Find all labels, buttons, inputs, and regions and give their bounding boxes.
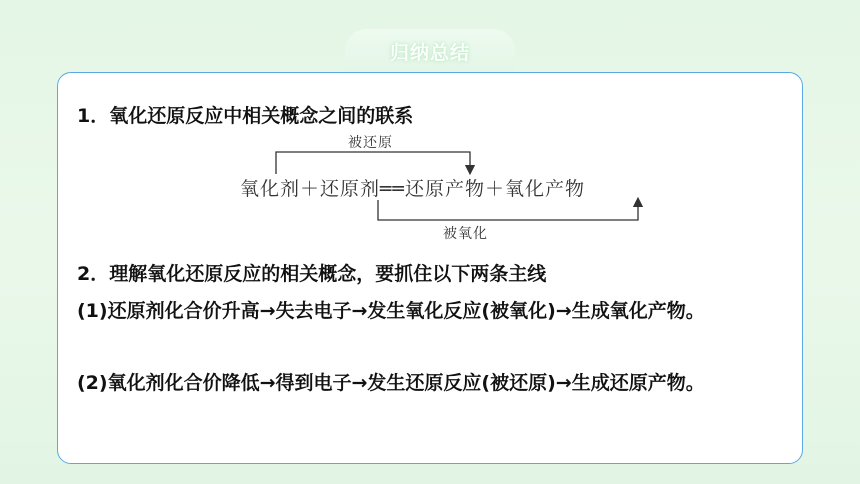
main-line-1: (1)还原剂化合价升高→失去电子→发生氧化反应(被氧化)→生成氧化产物。 — [77, 300, 705, 322]
section-2-heading: 2．理解氧化还原反应的相关概念，要抓住以下两条主线 — [77, 263, 547, 285]
oxidation-product-term: 氧化产物 — [504, 178, 585, 200]
redox-relation-diagram — [228, 128, 648, 248]
equals-sign: ══ — [380, 178, 405, 200]
reductant-term: 还原剂 — [320, 178, 381, 200]
plus-sign: ＋ — [484, 178, 505, 200]
section-1-heading: 1．氧化还原反应中相关概念之间的联系 — [77, 105, 414, 127]
plus-sign: ＋ — [300, 178, 321, 200]
summary-title-tab — [345, 29, 515, 73]
oxidant-term: 氧化剂 — [240, 178, 301, 200]
redox-equation — [240, 174, 585, 201]
oxidized-label: 被氧化 — [443, 226, 488, 242]
summary-title: 归纳总结 — [389, 41, 470, 64]
oxidized-arrow — [378, 200, 638, 220]
reduction-product-term: 还原产物 — [404, 178, 485, 200]
reduced-arrow — [276, 152, 470, 174]
content-card — [57, 72, 803, 464]
reduced-label: 被还原 — [348, 135, 393, 151]
main-line-2: (2)氧化剂化合价降低→得到电子→发生还原反应(被还原)→生成还原产物。 — [77, 372, 705, 394]
